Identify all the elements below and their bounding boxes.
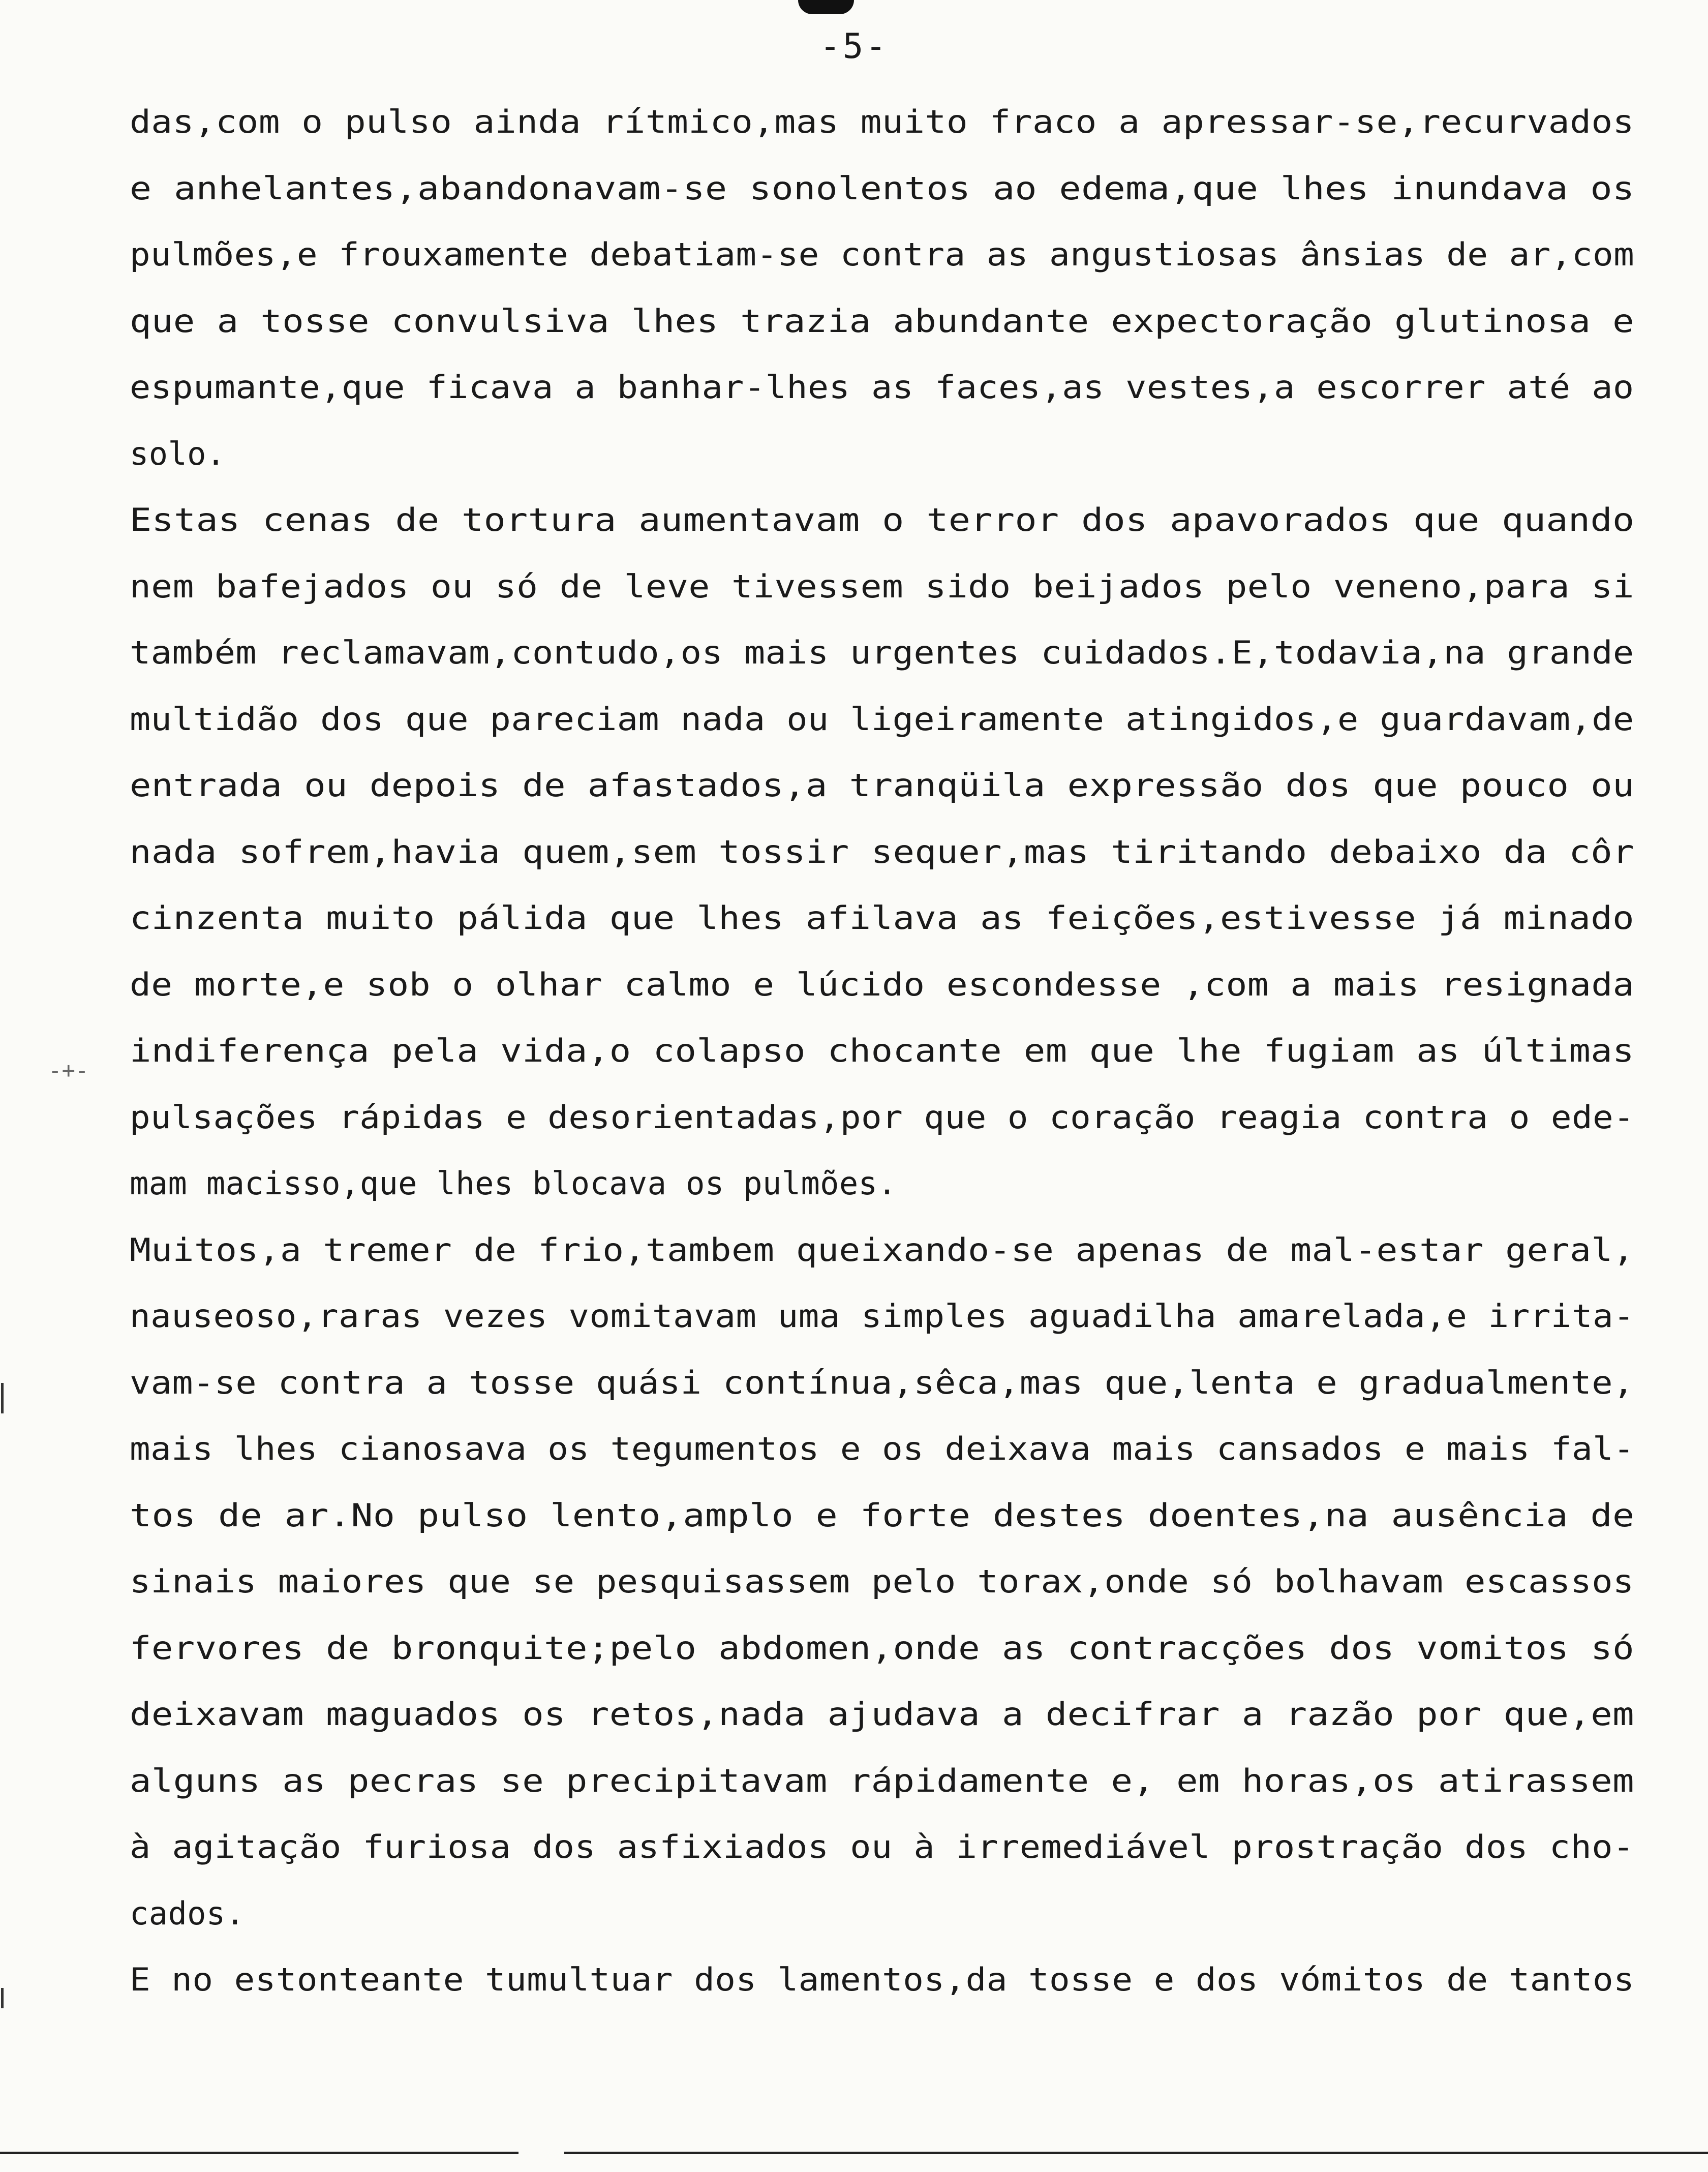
- margin-mark: -+-: [48, 1058, 89, 1083]
- text-line: deixavam maguados os retos,nada ajudava a decifrar a razão por que,em: [130, 1696, 1635, 1733]
- text-line: mam macisso,que lhes blocava os pulmões.: [130, 1165, 897, 1202]
- text-line: de morte,e sob o olhar calmo e lúcido escondesse ,com a mais resignada: [130, 966, 1634, 1003]
- text-line: cados.: [130, 1894, 245, 1932]
- bottom-rule: [564, 2152, 1708, 2154]
- text-line: das,com o pulso ainda rítmico,mas muito fraco a apressar-se,recurvados: [130, 103, 1634, 140]
- text-line: sinais maiores que se pesquisassem pelo torax,onde só bolhavam escassos: [130, 1563, 1634, 1600]
- text-line: Estas cenas de tortura aumentavam o terror dos apavorados que quando: [130, 501, 1635, 538]
- text-line: à agitação furiosa dos asfixiados ou à irremediável prostração dos cho-: [130, 1828, 1634, 1865]
- ink-blot: [798, 0, 854, 14]
- text-line: nem bafejados ou só de leve tivessem sido beijados pelo veneno,para si: [130, 567, 1634, 605]
- text-line: indiferença pela vida,o colapso chocante em que lhe fugiam as últimas: [130, 1032, 1635, 1069]
- text-line: e anhelantes,abandonavam-se sonolentos ao edema,que lhes inundava os: [130, 169, 1635, 207]
- text-line: pulmões,e frouxamente debatiam-se contra as angustiosas ânsias de ar,com: [130, 236, 1635, 273]
- text-line: vam-se contra a tosse quási contínua,sêca,mas que,lenta e gradualmente,: [130, 1364, 1634, 1401]
- text-line: E no estonteante tumultuar dos lamentos,da tosse e dos vómitos de tantos: [130, 1961, 1635, 1998]
- page-number: -5-: [819, 26, 889, 67]
- text-line: tos de ar.No pulso lento,amplo e forte destes doentes,na ausência de: [130, 1496, 1635, 1534]
- bottom-rule: [0, 2152, 518, 2154]
- margin-tick: [1, 1988, 4, 2008]
- text-line: espumante,que ficava a banhar-lhes as faces,as vestes,a escorrer até ao: [130, 369, 1634, 406]
- text-line: nada sofrem,havia quem,sem tossir sequer,mas tiritando debaixo da côr: [130, 833, 1635, 870]
- margin-tick: [1, 1383, 4, 1413]
- body-text: [130, 89, 1634, 2013]
- text-line: nauseoso,raras vezes vomitavam uma simples aguadilha amarelada,e irrita-: [130, 1298, 1635, 1335]
- text-line: entrada ou depois de afastados,a tranqüila expressão dos que pouco ou: [130, 767, 1635, 804]
- text-line: multidão dos que pareciam nada ou ligeiramente atingidos,e guardavam,de: [130, 700, 1634, 738]
- text-line: fervores de bronquite;pelo abdomen,onde as contracções dos vomitos só: [130, 1629, 1635, 1667]
- text-line: mais lhes cianosava os tegumentos e os deixava mais cansados e mais fal-: [130, 1430, 1635, 1467]
- text-line: que a tosse convulsiva lhes trazia abundante expectoração glutinosa e: [130, 302, 1635, 340]
- text-line: também reclamavam,contudo,os mais urgentes cuidados.E,todavia,na grande: [130, 634, 1634, 671]
- text-line: alguns as pecras se precipitavam rápidamente e, em horas,os atirassem: [130, 1762, 1635, 1799]
- text-line: Muitos,a tremer de frio,tambem queixando-se apenas de mal-estar geral,: [130, 1231, 1634, 1269]
- text-line: cinzenta muito pálida que lhes afilava as feições,estivesse já minado: [130, 899, 1635, 937]
- text-line: solo.: [130, 435, 226, 472]
- text-line: pulsações rápidas e desorientadas,por que o coração reagia contra o ede-: [130, 1098, 1635, 1136]
